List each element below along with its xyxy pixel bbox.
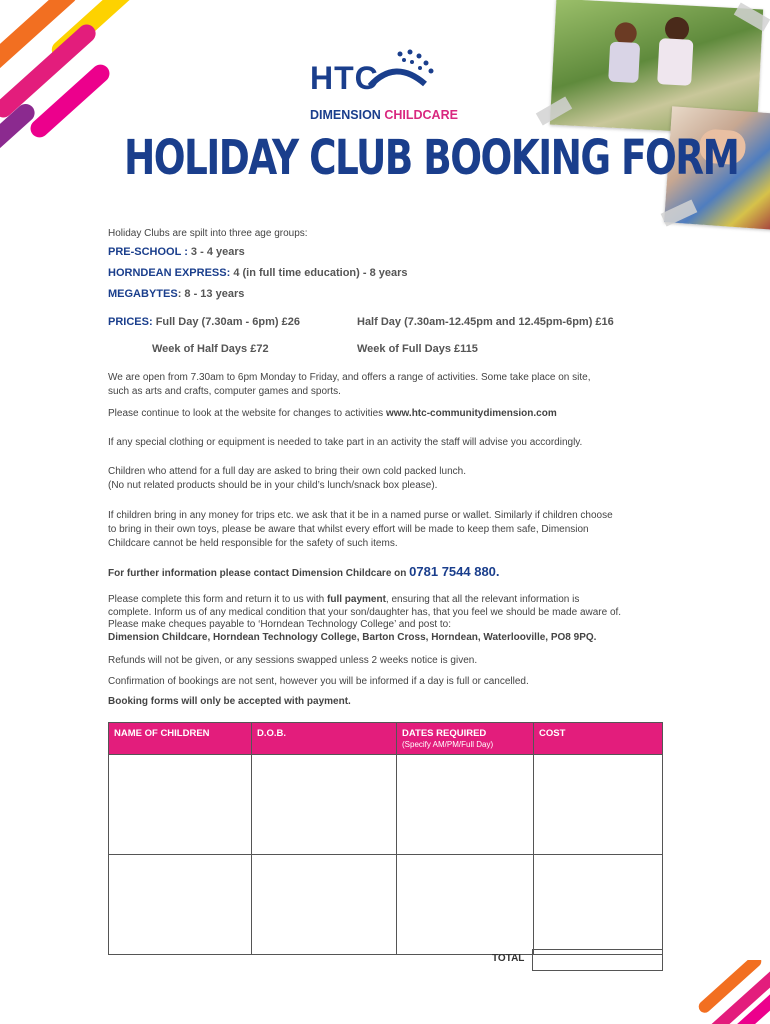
payment-notice: Booking forms will only be accepted with payment. <box>108 696 351 707</box>
completion-instructions: Please complete this form and return it to us with full payment, ensuring that all the relevant information is complete. Inform us of any medical condition that your son/daughter has, that you feel we should be made aware of. Please make cheques payable to ‘Horndean Technology College’ and post to: Dimension Childcare, Horndean Technology College, Barton Cross, Horndean, Waterlooville, PO8 9PQ. <box>108 594 622 643</box>
price-week-full-days: Week of Full Days £115 <box>357 343 478 355</box>
total-cost-field[interactable] <box>532 949 663 971</box>
name-cell[interactable] <box>109 855 252 955</box>
total-label: TOTAL <box>492 953 525 964</box>
lunch-text: Children who attend for a full day are asked to bring their own cold packed lunch. (No nut related products should be in your child’s lunch/snack box please). <box>108 466 466 491</box>
table-row <box>109 855 663 955</box>
confirmation-text: Confirmation of bookings are not sent, however you will be informed if a day is full or cancelled. <box>108 676 529 687</box>
cost-cell[interactable] <box>534 755 663 855</box>
header-dob: D.O.B. <box>252 723 397 755</box>
logo-brand-text: HTC <box>310 60 379 96</box>
contact-text: For further information please contact Dimension Childcare on 0781 7544 880. <box>108 564 500 579</box>
table-header-row <box>109 723 663 755</box>
header-name-of-children: NAME OF CHILDREN <box>109 723 252 755</box>
price-week-half-days: Week of Half Days £72 <box>152 343 269 355</box>
page-title: HOLIDAY CLUB BOOKING FORM <box>124 130 739 186</box>
price-half-day: Half Day (7.30am-12.45pm and 12.45pm-6pm) £16 <box>357 316 614 328</box>
table-row <box>109 755 663 855</box>
money-text: If children bring in any money for trips etc. we ask that it be in a named purse or wallet. Similarly if children choose to bring in their own toys, please be aware that whilst every effort will be made to keep them safe, Dimension Childcare cannot be held responsible for the safety of such items. <box>108 510 613 549</box>
decorative-stripes-top-left <box>0 0 140 150</box>
website-link[interactable]: www.htc-communitydimension.com <box>385 408 557 419</box>
age-group-horndean-express: HORNDEAN EXPRESS: 4 (in full time education) - 8 years <box>108 267 408 279</box>
website-text: Please continue to look at the website for changes to activities www.htc-communitydimension.com <box>108 408 557 419</box>
refunds-text: Refunds will not be given, or any sessions swapped unless 2 weeks notice is given. <box>108 655 478 666</box>
header-dates-required: DATES REQUIRED (Specify AM/PM/Full Day) <box>397 723 534 755</box>
clothing-text: If any special clothing or equipment is needed to take part in an activity the staff will advise you accordingly. <box>108 437 583 448</box>
age-group-preschool: PRE-SCHOOL : 3 - 4 years <box>108 246 245 258</box>
dates-cell[interactable] <box>397 755 534 855</box>
header-cost: COST <box>534 723 663 755</box>
booking-table <box>108 722 663 955</box>
decorative-stripes-bottom-right <box>670 960 770 1024</box>
intro-text: Holiday Clubs are spilt into three age groups: <box>108 228 308 239</box>
logo-subtitle: DIMENSION CHILDCARE <box>310 108 458 122</box>
dob-cell[interactable] <box>252 855 397 955</box>
dates-cell[interactable] <box>397 855 534 955</box>
htc-logo <box>300 48 470 128</box>
opening-hours-text: We are open from 7.30am to 6pm Monday to Friday, and offers a range of activities. Some take place on site, such as arts and crafts, computer games and sports. <box>108 372 591 397</box>
age-group-megabytes: MEGABYTES: 8 - 13 years <box>108 288 245 300</box>
dob-cell[interactable] <box>252 755 397 855</box>
cost-cell[interactable] <box>534 855 663 955</box>
contact-phone: 0781 7544 880. <box>409 564 500 579</box>
name-cell[interactable] <box>109 755 252 855</box>
price-full-day: PRICES: Full Day (7.30am - 6pm) £26 <box>108 316 300 328</box>
